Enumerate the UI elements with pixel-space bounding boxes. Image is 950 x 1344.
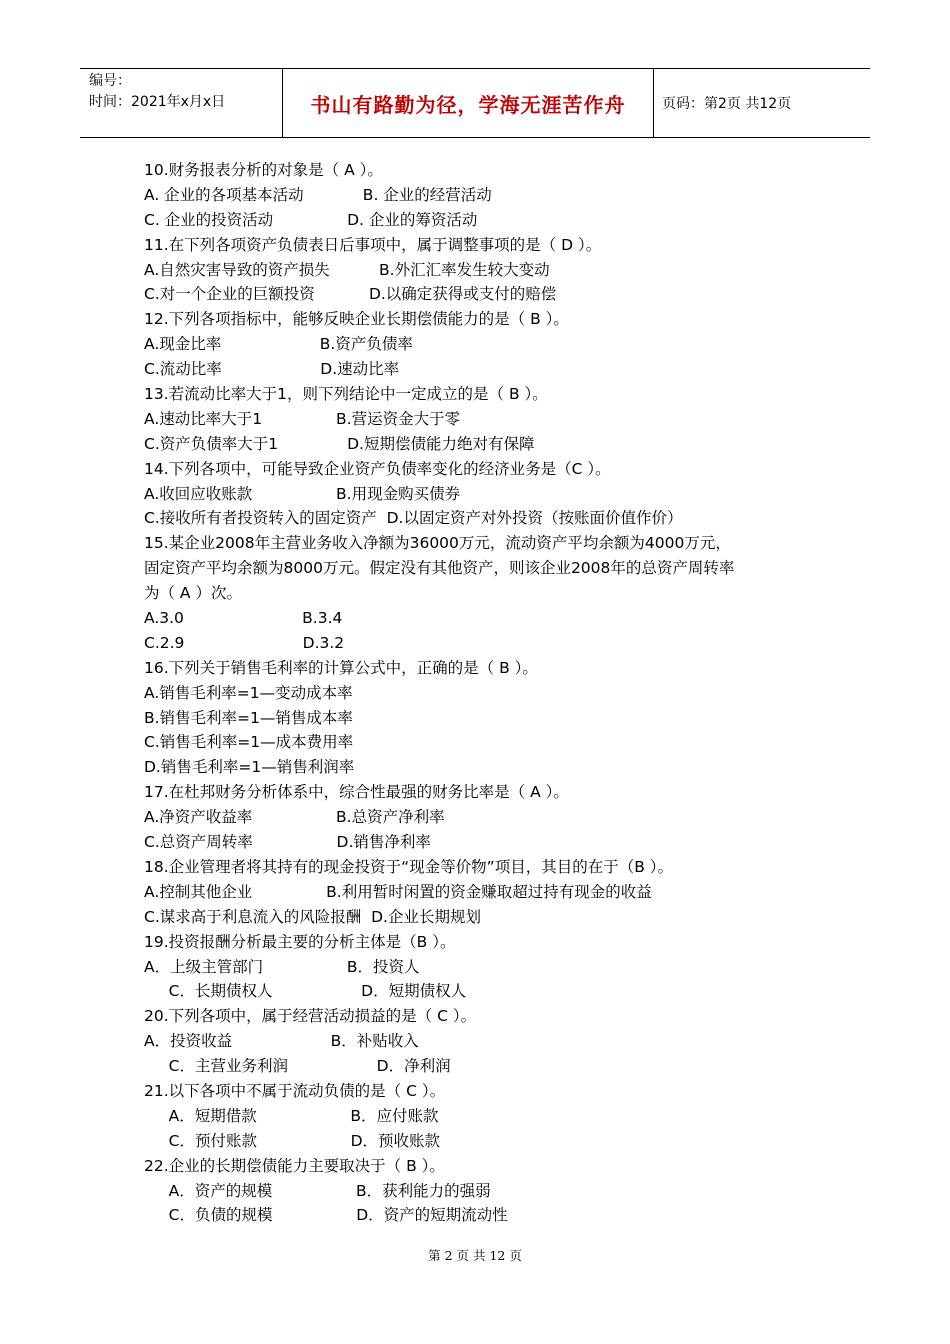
text-line: C.资产负债率大于1 D.短期偿债能力绝对有保障 [144, 434, 535, 453]
text-line: 13.若流动比率大于1，则下列结论中一定成立的是（ B ）。 [144, 385, 548, 404]
text-line: 固定资产平均余额为8000万元。假定没有其他资产，则该企业2008年的总资产周转率 [144, 559, 735, 578]
text-line: 15.某企业2008年主营业务收入净额为36000万元，流动资产平均余额为4000万元， [144, 534, 731, 553]
text-line: C．主营业务利润 D．净利润 [144, 1057, 451, 1076]
text-line: 12.下列各项指标中，能够反映企业长期偿债能力的是（ B ）。 [144, 310, 569, 329]
text-line: B.销售毛利率=1—销售成本率 [144, 708, 353, 727]
text-line: 19.投资报酬分析最主要的分析主体是（B ）。 [144, 932, 456, 951]
text-line: C. 企业的投资活动 D. 企业的筹资活动 [144, 210, 478, 229]
text-line: A．资产的规模 B．获利能力的强弱 [144, 1181, 491, 1200]
text-line: A. 企业的各项基本活动 B. 企业的经营活动 [144, 185, 492, 204]
text-line: A.收回应收账款 B.用现金购买债券 [144, 484, 461, 503]
text-line: A．投资收益 B．补贴收入 [144, 1032, 419, 1051]
page-footer: 第 2 页 共 12 页 [428, 1248, 522, 1263]
text-line: 14.下列各项中，可能导致企业资产负债率变化的经济业务是（C ）。 [144, 459, 611, 478]
text-line: C.总资产周转率 D.销售净利率 [144, 833, 431, 852]
page-header [80, 68, 870, 138]
text-line: A．上级主管部门 B．投资人 [144, 957, 420, 976]
header-motto: 书山有路勤为径，学海无涯苦作舟 [282, 69, 654, 137]
text-line: C.谋求高于利息流入的风险报酬 D.企业长期规划 [144, 907, 481, 926]
text-line: A．短期借款 B．应付账款 [144, 1106, 439, 1125]
text-line: 21.以下各项中不属于流动负债的是（ C ）。 [144, 1081, 446, 1100]
text-line: C.对一个企业的巨额投资 D.以确定获得或支付的赔偿 [144, 285, 557, 304]
text-line: 16.下列关于销售毛利率的计算公式中，正确的是（ B ）。 [144, 658, 538, 677]
question-list [144, 158, 824, 1228]
header-meta [80, 69, 282, 137]
text-line: D.销售毛利率=1—销售利润率 [144, 758, 355, 777]
text-line: 10.财务报表分析的对象是（ A ）。 [144, 161, 383, 179]
date-label: 时间：2021年x月x日 [89, 94, 226, 110]
text-line: C.2.9 D.3.2 [144, 633, 345, 652]
text-line: C.接收所有者投资转入的固定资产 D.以固定资产对外投资（按账面价值作价） [144, 509, 683, 528]
text-line: C.销售毛利率=1—成本费用率 [144, 733, 354, 752]
text-line: A.销售毛利率=1—变动成本率 [144, 683, 353, 702]
text-line: A.现金比率 B.资产负债率 [144, 335, 413, 354]
text-line: C．负债的规模 D．资产的短期流动性 [144, 1206, 508, 1225]
number-label: 编号： [89, 73, 131, 89]
text-line: 20.下列各项中，属于经营活动损益的是（ C ）。 [144, 1007, 477, 1026]
header-page-label: 页码：第2页 共12页 [662, 96, 792, 112]
text-line: 22.企业的长期偿债能力主要取决于（ B ）。 [144, 1156, 445, 1175]
text-line: A.3.0 B.3.4 [144, 609, 343, 628]
text-line: A.净资产收益率 B.总资产净利率 [144, 808, 445, 827]
text-line: A.自然灾害导致的资产损失 B.外汇汇率发生较大变动 [144, 260, 550, 279]
text-line: 18.企业管理者将其持有的现金投资于“现金等价物”项目，其目的在于（B ）。 [144, 857, 674, 876]
text-line: 17.在杜邦财务分析体系中，综合性最强的财务比率是（ A ）。 [144, 783, 569, 802]
text-line: A.速动比率大于1 B.营运资金大于零 [144, 409, 461, 428]
text-line: C．预付账款 D．预收账款 [144, 1131, 441, 1150]
text-line: C．长期债权人 D．短期债权人 [144, 982, 467, 1001]
text-line: 为（ A ）次。 [144, 584, 242, 603]
text-line: C.流动比率 D.速动比率 [144, 360, 400, 379]
text-line: 11.在下列各项资产负债表日后事项中，属于调整事项的是（ D ）。 [144, 235, 602, 254]
text-line: A.控制其他企业 B.利用暂时闲置的资金赚取超过持有现金的收益 [144, 882, 652, 901]
